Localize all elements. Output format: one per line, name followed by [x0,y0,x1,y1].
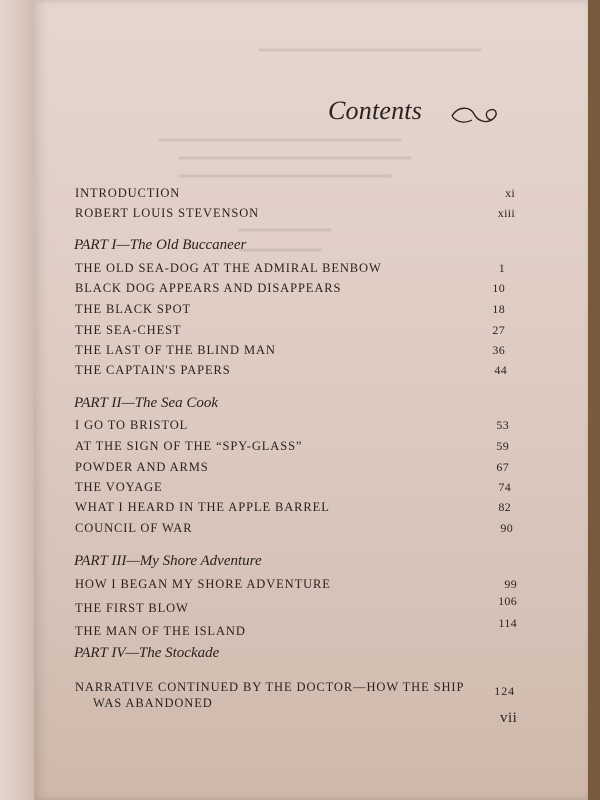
entry-page-number: 36 [492,343,505,357]
entry-title: WHAT I HEARD IN THE APPLE BARREL [75,500,330,514]
toc-entry[interactable] [75,616,535,641]
part-heading: PART I—The Old Buccaneer [74,237,247,253]
entry-title: POWDER AND ARMS [75,460,209,474]
entry-page-number: 44 [494,363,507,377]
toc-entry-introduction[interactable] [75,183,535,203]
entry-page-number: 1 [498,261,505,275]
entry-title: INTRODUCTION [75,186,181,200]
toc-entry[interactable] [75,415,535,435]
entry-page-number: 67 [496,460,509,474]
entry-title: THE OLD SEA-DOG AT THE ADMIRAL BENBOW [75,261,382,275]
entry-page-number: xiii [497,206,515,220]
entry-title: ROBERT LOUIS STEVENSON [75,206,260,220]
entry-page-number: 106 [498,594,517,608]
toc-entry[interactable] [75,360,535,380]
toc-entry[interactable] [75,320,535,340]
toc-entry[interactable] [75,457,535,477]
entry-page-number: 59 [496,439,509,453]
toc-entry[interactable] [75,497,535,517]
toc-entry[interactable] [75,679,535,719]
page-title: Contents [328,96,423,125]
toc-entry[interactable] [75,436,535,456]
entry-title: THE MAN OF THE ISLAND [75,624,246,638]
toc-entry[interactable] [75,518,535,538]
toc-entry[interactable] [75,594,535,618]
entry-title: THE VOYAGE [75,480,163,494]
entry-page-number: 18 [492,302,505,316]
entry-page-number: 53 [496,418,509,432]
page-folio: vii [500,710,518,726]
entry-page-number: 124 [494,684,515,698]
entry-page-number: 90 [500,521,513,535]
entry-page-number: 99 [504,577,517,591]
entry-page-number: 82 [498,500,511,514]
entry-title: THE LAST OF THE BLIND MAN [75,343,276,357]
entry-title-line-1: NARRATIVE CONTINUED BY THE DOCTOR—HOW THE SHIP [75,680,465,694]
toc-entry[interactable] [75,477,535,497]
toc-entry-biography[interactable] [75,203,535,223]
toc-entry[interactable] [75,258,535,278]
toc-entry[interactable] [75,574,535,594]
entry-page-number: xi [505,186,515,200]
entry-title: AT THE SIGN OF THE “SPY-GLASS” [75,439,303,453]
entry-title: HOW I BEGAN MY SHORE ADVENTURE [75,577,331,591]
entry-title: BLACK DOG APPEARS AND DISAPPEARS [75,281,342,295]
entry-title-line-2: WAS ABANDONED [93,696,213,710]
entry-title: THE BLACK SPOT [75,302,192,316]
entry-title: COUNCIL OF WAR [75,521,193,535]
toc-entry[interactable] [75,340,535,360]
entry-title: THE CAPTAIN'S PAPERS [75,363,231,377]
entry-title: THE SEA-CHEST [75,323,182,337]
entry-page-number: 10 [492,281,505,295]
part-heading: PART II—The Sea Cook [74,395,219,411]
toc-entry[interactable] [75,278,535,298]
entry-page-number: 74 [498,480,511,494]
entry-page-number: 27 [492,323,505,337]
entry-title: THE FIRST BLOW [75,601,189,615]
entry-page-number: 114 [498,616,517,630]
part-heading: PART IV—The Stockade [74,645,220,661]
toc-entry[interactable] [75,299,535,319]
entry-title: I GO TO BRISTOL [75,418,189,432]
part-heading: PART III—My Shore Adventure [74,553,262,569]
